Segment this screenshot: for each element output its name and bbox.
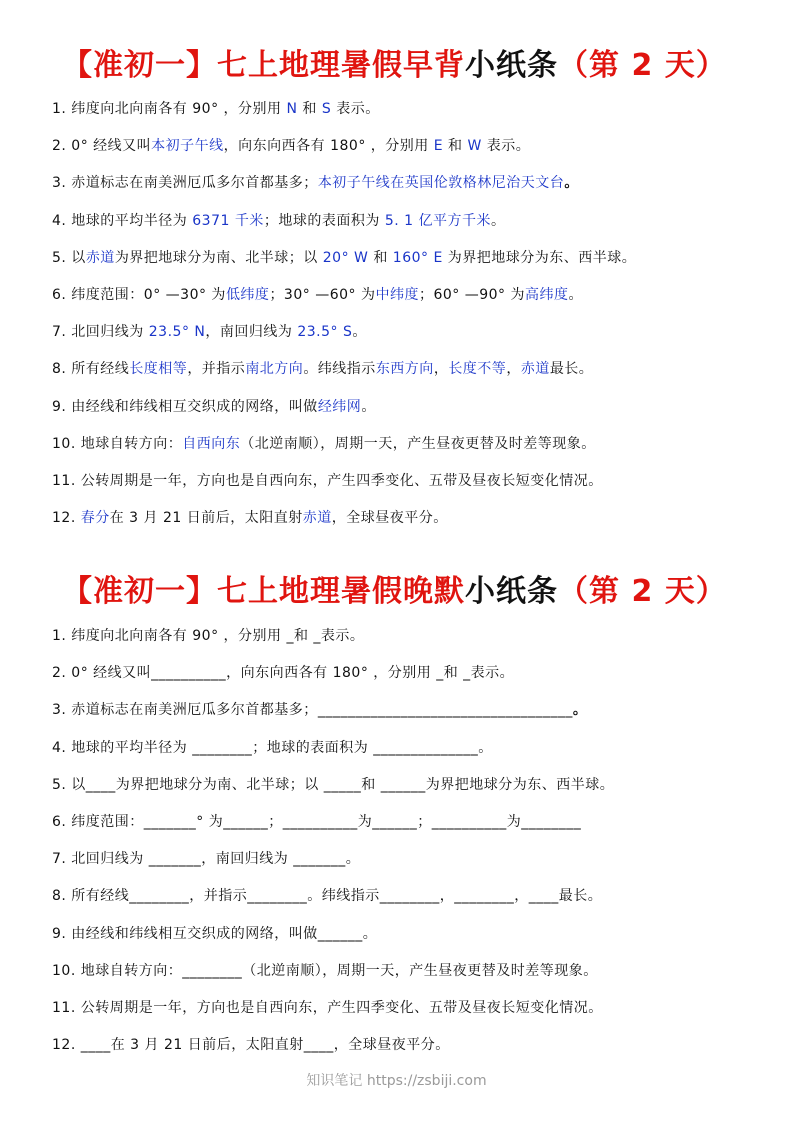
item-text: 表示。 — [331, 101, 380, 117]
item-text: 3. 赤道标志在南美洲厄瓜多尔首都基多； — [52, 702, 318, 719]
item-text: 和 — [443, 138, 468, 155]
highlight-text: 160° E — [392, 249, 443, 266]
item-text: 为界把地球分为东、西半球。 — [442, 249, 637, 266]
evening-title — [62, 574, 762, 610]
highlight-text: 春分 — [80, 510, 110, 527]
highlight-text: S — [321, 101, 332, 117]
item-text: 5. 以 — [52, 249, 86, 266]
footer-watermark: 知识笔记 https://zsbiji.com — [306, 1073, 487, 1089]
item-text: 12. — [52, 510, 81, 527]
item-text: 。 — [572, 702, 588, 719]
item-text: 1. 纬度向北向南各有 90° ，分别用 _和 _表示。 — [52, 628, 365, 644]
item-text: ；60° —90° 为 — [418, 287, 525, 303]
morning-list-item — [52, 360, 593, 378]
highlight-text: 经纬网 — [317, 398, 362, 415]
highlight-text: 高纬度 — [525, 287, 569, 303]
item-text: 1. 纬度向北向南各有 90° ，分别用 — [52, 101, 287, 117]
evening-list-item — [52, 962, 598, 980]
item-text: 和 — [368, 249, 393, 266]
item-text: （北逆南顺），周期一天，产生昼夜更替及时差等现象。 — [240, 435, 596, 452]
morning-list-item — [52, 212, 505, 230]
morning-list-item — [52, 435, 596, 453]
evening-list-item — [52, 999, 603, 1017]
item-text: 为界把地球分为南、北半球；以 — [114, 249, 323, 266]
highlight-text: 23.5° N — [148, 324, 206, 341]
highlight-text: 长度相等 — [129, 361, 188, 378]
highlight-text: 赤道 — [302, 510, 332, 527]
item-text: 和 — [297, 101, 322, 117]
evening-list-item — [52, 664, 514, 682]
highlight-text: 南北方向 — [245, 361, 304, 378]
morning-list-item — [52, 137, 530, 155]
item-text: 。纬线指示 — [303, 361, 376, 378]
item-text: 6. 纬度范围：0° —30° 为 — [52, 287, 226, 303]
item-text: ， — [433, 361, 449, 378]
item-text: 2. 0° 经线又叫 — [52, 138, 152, 155]
highlight-text: 赤道 — [85, 249, 115, 266]
item-text: 10. 地球自转方向：________（北逆南顺），周期一天，产生昼夜更替及时差等现象。 — [52, 962, 598, 979]
morning-title-suffix: （第 2 天） — [558, 48, 727, 83]
highlight-text: 赤道 — [520, 361, 550, 378]
item-text: 。 — [361, 398, 376, 415]
morning-title-prefix: 【准初一】七上地理暑假早背 — [62, 48, 465, 83]
item-text: 。 — [490, 212, 506, 229]
item-text: 5. 以____为界把地球分为南、北半球；以 _____和 ______为界把地球分为东、西半球。 — [52, 776, 615, 793]
item-text: 11. 公转周期是一年，方向也是自西向东，产生四季变化、五带及昼夜长短变化情况。 — [52, 473, 603, 489]
highlight-text: 东西方向 — [375, 361, 434, 378]
evening-title-prefix: 【准初一】七上地理暑假晚默 — [62, 574, 465, 609]
highlight-text: 低纬度 — [225, 287, 270, 303]
item-text: 2. 0° 经线又叫__________，向东向西各有 180° ，分别用 _和 _表示。 — [52, 665, 515, 682]
highlight-text: E — [433, 138, 444, 155]
morning-list-item — [52, 174, 579, 192]
item-text: ，全球昼夜平分。 — [331, 510, 448, 527]
item-text: 最长。 — [549, 361, 594, 378]
morning-title — [62, 48, 762, 84]
item-text: ， — [506, 361, 521, 378]
item-text: 4. 地球的平均半径为 — [52, 212, 193, 229]
item-text: __________________________________ — [317, 702, 573, 719]
highlight-text: 自西向东 — [182, 435, 241, 452]
evening-list-item — [52, 627, 364, 645]
item-text: ；30° —60° 为 — [269, 287, 376, 303]
highlight-text: N — [286, 101, 298, 117]
highlight-text: 本初子午线在英国伦敦格林尼治天文台 — [317, 175, 565, 192]
item-text: 3. 赤道标志在南美洲厄瓜多尔首都基多； — [52, 175, 318, 192]
item-text: ；地球的表面积为 — [263, 212, 385, 229]
morning-list-item — [52, 286, 583, 304]
evening-list-item — [52, 850, 360, 868]
item-text: 11. 公转周期是一年，方向也是自西向东，产生四季变化、五带及昼夜长短变化情况。 — [52, 1000, 603, 1016]
evening-list-item — [52, 925, 377, 943]
evening-list-item — [52, 776, 614, 794]
evening-list-item — [52, 813, 581, 831]
item-text: 10. 地球自转方向： — [52, 435, 183, 452]
morning-list-item — [52, 249, 636, 267]
highlight-text: W — [467, 138, 482, 155]
evening-list-item — [52, 701, 587, 719]
item-text: 表示。 — [481, 138, 531, 155]
evening-list-item — [52, 1036, 450, 1054]
item-text: ，南回归线为 — [205, 324, 298, 341]
highlight-text: 5. 1 亿平方千米 — [384, 212, 491, 229]
evening-title-mid: 小纸条 — [465, 574, 558, 609]
item-text: 12. ____在 3 月 21 日前后，太阳直射____，全球昼夜平分。 — [52, 1037, 450, 1054]
item-text: 。 — [564, 175, 579, 192]
evening-title-suffix: （第 2 天） — [558, 574, 727, 609]
item-text: 7. 北回归线为 — [52, 324, 149, 341]
item-text: 在 3 月 21 日前后，太阳直射 — [109, 510, 303, 527]
item-text: 8. 所有经线 — [52, 361, 130, 378]
highlight-text: 20° W — [322, 249, 369, 266]
evening-list-item — [52, 887, 602, 905]
morning-list-item — [52, 100, 380, 118]
highlight-text: 中纬度 — [375, 287, 419, 303]
item-text: 8. 所有经线________，并指示________。纬线指示________，________，____最长。 — [52, 888, 603, 905]
item-text: 7. 北回归线为 _______，南回归线为 _______。 — [52, 851, 361, 868]
morning-list-item — [52, 323, 367, 341]
morning-title-mid: 小纸条 — [465, 48, 558, 83]
item-text: ，向东向西各有 180° ，分别用 — [223, 138, 434, 155]
item-text: 。 — [352, 324, 367, 341]
item-text: 6. 纬度范围：_______° 为______；__________为______；__________为________ — [52, 814, 582, 830]
highlight-text: 本初子午线 — [151, 138, 224, 155]
item-text: 9. 由经线和纬线相互交织成的网络，叫做 — [52, 398, 318, 415]
evening-list-item — [52, 739, 493, 757]
highlight-text: 6371 千米 — [192, 212, 264, 229]
morning-list-item — [52, 509, 448, 527]
item-text: 9. 由经线和纬线相互交织成的网络，叫做______。 — [52, 925, 378, 942]
highlight-text: 长度不等 — [448, 361, 507, 378]
item-text: 。 — [568, 287, 583, 303]
morning-list-item — [52, 472, 603, 490]
item-text: 4. 地球的平均半径为 ________；地球的表面积为 ______________。 — [52, 739, 493, 756]
highlight-text: 23.5° S — [297, 324, 353, 341]
item-text: ，并指示 — [187, 361, 246, 378]
morning-list-item — [52, 398, 376, 416]
